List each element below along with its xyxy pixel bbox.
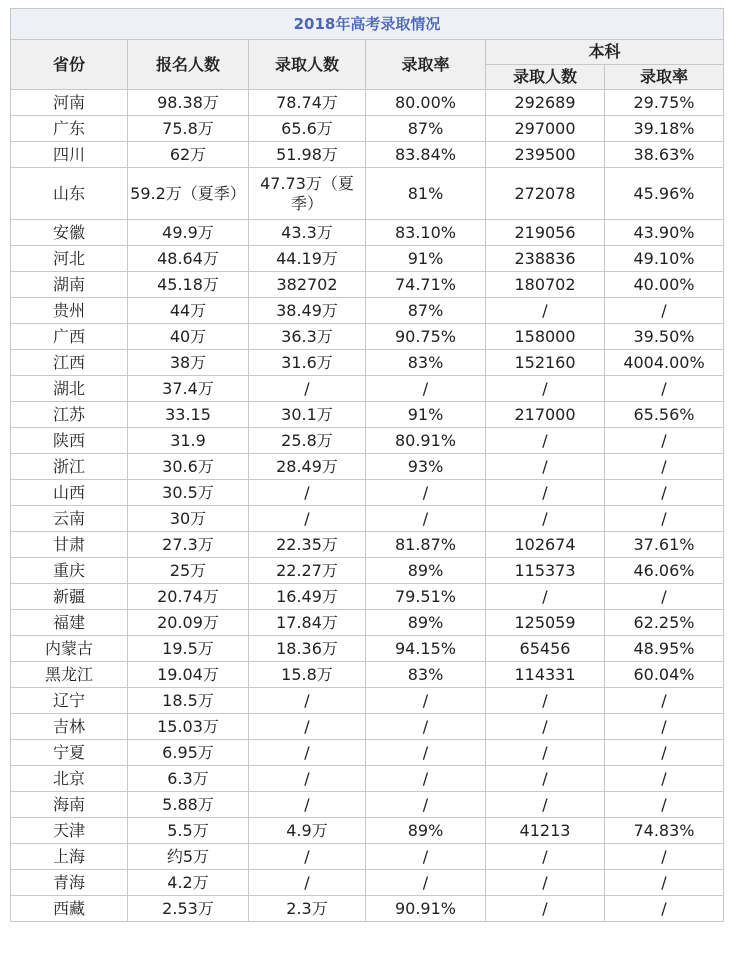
cell-rate: 91%: [366, 246, 486, 272]
cell-admitted: 22.35万: [249, 532, 366, 558]
cell-benke-admitted: /: [486, 688, 605, 714]
cell-benke-admitted: 239500: [486, 142, 605, 168]
table-row: [11, 558, 724, 584]
table-row: [11, 454, 724, 480]
cell-applicants: 33.15: [128, 402, 249, 428]
table-row: [11, 168, 724, 220]
cell-admitted: 38.49万: [249, 298, 366, 324]
cell-province: 内蒙古: [11, 636, 128, 662]
cell-applicants: 38万: [128, 350, 249, 376]
cell-admitted: 18.36万: [249, 636, 366, 662]
cell-rate: /: [366, 480, 486, 506]
cell-rate: 81.87%: [366, 532, 486, 558]
cell-rate: 83%: [366, 662, 486, 688]
cell-benke-rate: 49.10%: [605, 246, 724, 272]
table-row: [11, 428, 724, 454]
cell-admitted: 22.27万: [249, 558, 366, 584]
cell-applicants: 40万: [128, 324, 249, 350]
cell-province: 贵州: [11, 298, 128, 324]
cell-benke-admitted: 297000: [486, 116, 605, 142]
cell-rate: 74.71%: [366, 272, 486, 298]
cell-benke-rate: 74.83%: [605, 818, 724, 844]
cell-benke-rate: /: [605, 766, 724, 792]
cell-applicants: 59.2万（夏季）: [128, 168, 249, 220]
cell-admitted: 25.8万: [249, 428, 366, 454]
cell-benke-rate: 29.75%: [605, 90, 724, 116]
cell-admitted: /: [249, 740, 366, 766]
table-row: [11, 636, 724, 662]
table-row: [11, 740, 724, 766]
cell-benke-admitted: /: [486, 792, 605, 818]
table-title: 2018年高考录取情况: [11, 9, 724, 40]
table-row: [11, 584, 724, 610]
cell-applicants: 62万: [128, 142, 249, 168]
cell-benke-admitted: /: [486, 766, 605, 792]
cell-province: 湖南: [11, 272, 128, 298]
cell-admitted: /: [249, 376, 366, 402]
table-row: [11, 662, 724, 688]
cell-benke-admitted: 238836: [486, 246, 605, 272]
cell-admitted: 15.8万: [249, 662, 366, 688]
cell-rate: 89%: [366, 558, 486, 584]
table-row: [11, 792, 724, 818]
cell-province: 山东: [11, 168, 128, 220]
table-row: [11, 766, 724, 792]
table-row: [11, 298, 724, 324]
table-row: [11, 246, 724, 272]
cell-benke-admitted: /: [486, 298, 605, 324]
cell-benke-rate: 39.18%: [605, 116, 724, 142]
cell-benke-rate: /: [605, 740, 724, 766]
cell-benke-admitted: 180702: [486, 272, 605, 298]
cell-rate: /: [366, 766, 486, 792]
cell-applicants: 19.04万: [128, 662, 249, 688]
cell-benke-admitted: /: [486, 428, 605, 454]
cell-rate: 90.75%: [366, 324, 486, 350]
cell-admitted: /: [249, 688, 366, 714]
cell-benke-rate: 40.00%: [605, 272, 724, 298]
cell-admitted: 382702: [249, 272, 366, 298]
cell-admitted: 65.6万: [249, 116, 366, 142]
cell-applicants: 5.88万: [128, 792, 249, 818]
cell-rate: /: [366, 714, 486, 740]
cell-benke-rate: 45.96%: [605, 168, 724, 220]
cell-benke-rate: /: [605, 870, 724, 896]
cell-admitted: 30.1万: [249, 402, 366, 428]
cell-benke-rate: 43.90%: [605, 220, 724, 246]
cell-applicants: 37.4万: [128, 376, 249, 402]
header-applicants: 报名人数: [128, 40, 249, 90]
cell-admitted: /: [249, 480, 366, 506]
cell-admitted: 43.3万: [249, 220, 366, 246]
table-row: [11, 506, 724, 532]
cell-rate: 93%: [366, 454, 486, 480]
cell-applicants: 15.03万: [128, 714, 249, 740]
header-benke-admitted: 录取人数: [486, 65, 605, 90]
cell-benke-admitted: /: [486, 870, 605, 896]
cell-benke-admitted: 272078: [486, 168, 605, 220]
cell-province: 新疆: [11, 584, 128, 610]
cell-applicants: 98.38万: [128, 90, 249, 116]
cell-applicants: 5.5万: [128, 818, 249, 844]
table-row: [11, 116, 724, 142]
admission-table: [10, 8, 724, 922]
cell-benke-admitted: /: [486, 896, 605, 922]
cell-rate: 89%: [366, 818, 486, 844]
cell-applicants: 27.3万: [128, 532, 249, 558]
cell-applicants: 44万: [128, 298, 249, 324]
cell-admitted: /: [249, 792, 366, 818]
cell-benke-admitted: 65456: [486, 636, 605, 662]
cell-province: 北京: [11, 766, 128, 792]
cell-applicants: 6.95万: [128, 740, 249, 766]
cell-admitted: 2.3万: [249, 896, 366, 922]
cell-admitted: 44.19万: [249, 246, 366, 272]
cell-province: 云南: [11, 506, 128, 532]
cell-province: 海南: [11, 792, 128, 818]
cell-benke-rate: 65.56%: [605, 402, 724, 428]
header-admitted: 录取人数: [249, 40, 366, 90]
cell-applicants: 30.6万: [128, 454, 249, 480]
cell-rate: 80.00%: [366, 90, 486, 116]
cell-province: 吉林: [11, 714, 128, 740]
cell-benke-admitted: 125059: [486, 610, 605, 636]
cell-province: 江苏: [11, 402, 128, 428]
cell-admitted: /: [249, 844, 366, 870]
cell-province: 广东: [11, 116, 128, 142]
cell-province: 重庆: [11, 558, 128, 584]
cell-benke-admitted: /: [486, 376, 605, 402]
table-row: [11, 688, 724, 714]
cell-benke-admitted: /: [486, 506, 605, 532]
cell-applicants: 31.9: [128, 428, 249, 454]
cell-province: 上海: [11, 844, 128, 870]
table-row: [11, 480, 724, 506]
cell-benke-admitted: 102674: [486, 532, 605, 558]
cell-benke-admitted: /: [486, 454, 605, 480]
table-row: [11, 532, 724, 558]
cell-admitted: 16.49万: [249, 584, 366, 610]
cell-rate: 81%: [366, 168, 486, 220]
cell-rate: 89%: [366, 610, 486, 636]
cell-benke-admitted: 41213: [486, 818, 605, 844]
cell-admitted: /: [249, 506, 366, 532]
cell-province: 福建: [11, 610, 128, 636]
cell-benke-admitted: /: [486, 584, 605, 610]
cell-admitted: 36.3万: [249, 324, 366, 350]
table-row: [11, 376, 724, 402]
cell-applicants: 30.5万: [128, 480, 249, 506]
cell-rate: 87%: [366, 116, 486, 142]
cell-province: 河北: [11, 246, 128, 272]
cell-rate: 87%: [366, 298, 486, 324]
cell-benke-rate: /: [605, 480, 724, 506]
cell-benke-rate: /: [605, 298, 724, 324]
cell-benke-admitted: 114331: [486, 662, 605, 688]
cell-benke-admitted: /: [486, 480, 605, 506]
cell-province: 浙江: [11, 454, 128, 480]
cell-admitted: /: [249, 766, 366, 792]
cell-benke-admitted: /: [486, 844, 605, 870]
cell-applicants: 45.18万: [128, 272, 249, 298]
table-row: [11, 818, 724, 844]
table-row: [11, 402, 724, 428]
cell-benke-rate: /: [605, 896, 724, 922]
cell-admitted: /: [249, 714, 366, 740]
cell-province: 天津: [11, 818, 128, 844]
table-row: [11, 714, 724, 740]
cell-benke-rate: /: [605, 792, 724, 818]
cell-province: 宁夏: [11, 740, 128, 766]
cell-admitted: 31.6万: [249, 350, 366, 376]
cell-province: 广西: [11, 324, 128, 350]
cell-benke-rate: /: [605, 376, 724, 402]
header-rate: 录取率: [366, 40, 486, 90]
table-row: [11, 610, 724, 636]
cell-admitted: 47.73万（夏季）: [249, 168, 366, 220]
cell-province: 甘肃: [11, 532, 128, 558]
cell-applicants: 20.74万: [128, 584, 249, 610]
cell-province: 辽宁: [11, 688, 128, 714]
cell-benke-rate: 46.06%: [605, 558, 724, 584]
table-body: [11, 90, 724, 922]
cell-admitted: 28.49万: [249, 454, 366, 480]
cell-applicants: 6.3万: [128, 766, 249, 792]
cell-rate: /: [366, 506, 486, 532]
cell-province: 四川: [11, 142, 128, 168]
cell-rate: 83.84%: [366, 142, 486, 168]
cell-admitted: 78.74万: [249, 90, 366, 116]
cell-applicants: 20.09万: [128, 610, 249, 636]
cell-benke-admitted: 219056: [486, 220, 605, 246]
header-benke: 本科: [486, 40, 724, 65]
cell-applicants: 75.8万: [128, 116, 249, 142]
cell-benke-rate: /: [605, 506, 724, 532]
cell-benke-rate: 38.63%: [605, 142, 724, 168]
cell-rate: /: [366, 740, 486, 766]
cell-rate: 91%: [366, 402, 486, 428]
cell-province: 江西: [11, 350, 128, 376]
cell-rate: 83.10%: [366, 220, 486, 246]
cell-benke-admitted: 292689: [486, 90, 605, 116]
cell-province: 安徽: [11, 220, 128, 246]
table-row: [11, 844, 724, 870]
table-row: [11, 870, 724, 896]
cell-rate: /: [366, 688, 486, 714]
cell-rate: 80.91%: [366, 428, 486, 454]
table-row: [11, 142, 724, 168]
cell-province: 黑龙江: [11, 662, 128, 688]
cell-rate: /: [366, 870, 486, 896]
cell-applicants: 30万: [128, 506, 249, 532]
cell-benke-admitted: /: [486, 740, 605, 766]
cell-admitted: 4.9万: [249, 818, 366, 844]
cell-rate: /: [366, 792, 486, 818]
cell-applicants: 48.64万: [128, 246, 249, 272]
table-row: [11, 350, 724, 376]
header-province: 省份: [11, 40, 128, 90]
cell-rate: 83%: [366, 350, 486, 376]
cell-admitted: 17.84万: [249, 610, 366, 636]
cell-applicants: 49.9万: [128, 220, 249, 246]
cell-province: 陕西: [11, 428, 128, 454]
cell-benke-admitted: 152160: [486, 350, 605, 376]
cell-benke-admitted: 158000: [486, 324, 605, 350]
cell-benke-rate: /: [605, 584, 724, 610]
table-row: [11, 324, 724, 350]
cell-applicants: 25万: [128, 558, 249, 584]
cell-applicants: 18.5万: [128, 688, 249, 714]
cell-benke-rate: 4004.00%: [605, 350, 724, 376]
cell-benke-rate: 62.25%: [605, 610, 724, 636]
cell-province: 西藏: [11, 896, 128, 922]
cell-applicants: 2.53万: [128, 896, 249, 922]
cell-admitted: 51.98万: [249, 142, 366, 168]
cell-rate: /: [366, 844, 486, 870]
cell-province: 青海: [11, 870, 128, 896]
cell-rate: 79.51%: [366, 584, 486, 610]
admission-table-container: [10, 8, 723, 922]
header-benke-rate: 录取率: [605, 65, 724, 90]
table-row: [11, 90, 724, 116]
cell-benke-rate: 39.50%: [605, 324, 724, 350]
cell-province: 河南: [11, 90, 128, 116]
cell-benke-rate: /: [605, 714, 724, 740]
cell-benke-rate: 37.61%: [605, 532, 724, 558]
cell-benke-rate: 60.04%: [605, 662, 724, 688]
cell-benke-admitted: 217000: [486, 402, 605, 428]
cell-benke-rate: /: [605, 844, 724, 870]
cell-province: 湖北: [11, 376, 128, 402]
cell-province: 山西: [11, 480, 128, 506]
cell-applicants: 19.5万: [128, 636, 249, 662]
cell-admitted: /: [249, 870, 366, 896]
cell-benke-rate: 48.95%: [605, 636, 724, 662]
cell-rate: 90.91%: [366, 896, 486, 922]
table-row: [11, 220, 724, 246]
cell-applicants: 4.2万: [128, 870, 249, 896]
cell-benke-rate: /: [605, 428, 724, 454]
cell-rate: /: [366, 376, 486, 402]
table-row: [11, 896, 724, 922]
cell-benke-rate: /: [605, 454, 724, 480]
cell-benke-rate: /: [605, 688, 724, 714]
table-row: [11, 272, 724, 298]
cell-rate: 94.15%: [366, 636, 486, 662]
cell-applicants: 约5万: [128, 844, 249, 870]
cell-benke-admitted: /: [486, 714, 605, 740]
cell-benke-admitted: 115373: [486, 558, 605, 584]
